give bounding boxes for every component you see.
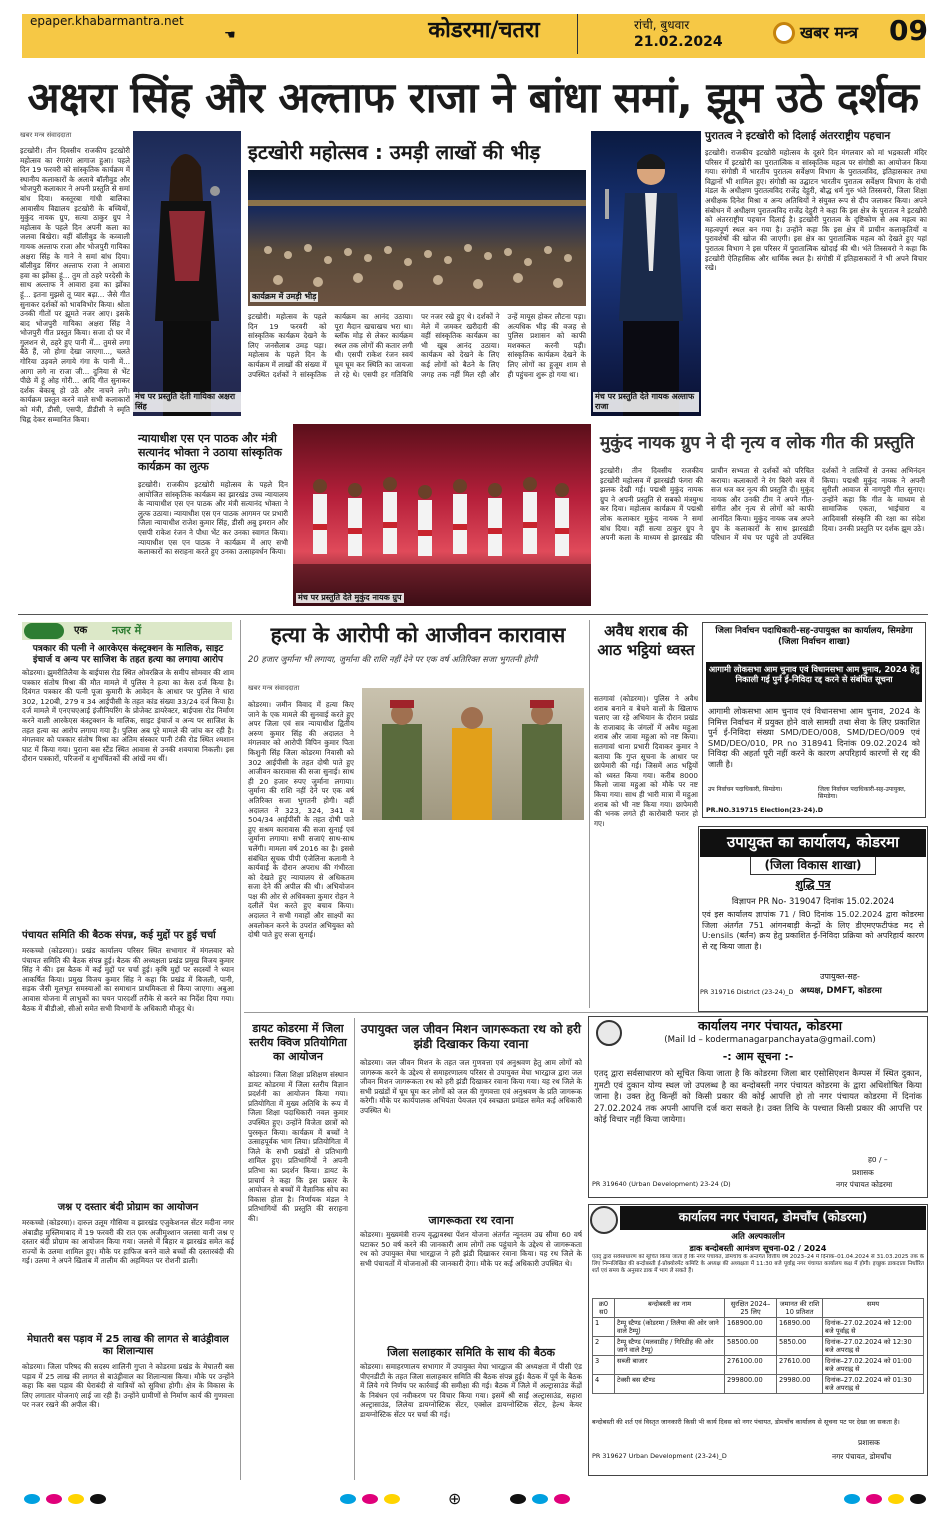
tender-cell: 4 xyxy=(593,1375,615,1394)
tender-cell: 58500.00 xyxy=(725,1337,777,1356)
table-row xyxy=(593,1356,924,1375)
left-story-byline: खबर मन्त्र संवाददाता xyxy=(20,131,72,139)
tender-cell: 299800.00 xyxy=(725,1375,777,1394)
festival-story-body: इटखोरी। महोत्सव के पहले दिन 19 फरवरी को सांस्कृतिक कार्यक्रम देखने के लिए जनसैलाब उमड़ पड़ा। महोत्सव के पहले दिन के कार्यक्रम में लाखों की संख्या में उपस्थित दर्शकों ने सांस्कृतिक कार्यक्रम का आनंद उठाया। पूरा मैदान खचाखच भरा था। ब्लॉक मोड़ से लेकर कार्यक्रम स्थल तक लोगों की कतार लगी थी। एसपी राकेश रंजन स्वयं घूम घूम कर स्थिति का जायजा ले रहे थे। एसपी हर गतिविधि पर नजर रखे हुए थे। दर्शकों ने मेले में जमकर खरीदारी की वहीं सांस्कृतिक कार्यक्रम का भी खूब आनंद उठाया। कार्यक्रम को देखने के लिए कई लोगों को बैठने के लिए जगह तक नहीं मिल रही और उन्हें मायूस होकर लौटना पड़ा। अत्यधिक भीड़ की वजह से पुलिस प्रशासन को काफी मशक्कत करनी पड़ी। सांस्कृतिक कार्यक्रम देखने के लिए लोगों का हुजूम शाम से ही पहुंचना शुरू हो गया था। xyxy=(248,312,586,379)
page-number: 09 xyxy=(889,14,928,47)
singer-figure-icon xyxy=(133,131,241,416)
crowd-photo xyxy=(248,170,586,306)
color-registration-dot xyxy=(866,1494,882,1504)
water-story-body: कोडरमा। जल जीवन मिशन के तहत जल गुणवत्ता एवं अनुश्रवण हेतु आम लोगों को जागरूक करने के उद्देश्य से समाहरणालय परिसर से उपायुक्त मेघा भारद्वाज द्वारा जल जीवन मिशन जागरूकता रथ को हरी झंडी दिखाकर रवाना किया गया। यह रथ जिले के सभी प्रखंडों में घूम घूम कर लोगों को जल की गुणवत्ता एवं अनुश्रवण के प्रति जागरूक करेगी। मौके पर कार्यपालक अभियंता पेयजल एवं स्वच्छता प्रमंडल समेत कई अधिकारी उपस्थित थे। xyxy=(360,1058,582,1115)
color-registration-dot xyxy=(340,1494,356,1504)
color-registration-dot xyxy=(46,1494,62,1504)
tender-cell: दिनांक–27.02.2024 को 12:00 बजे पूर्वाह्न से xyxy=(823,1318,924,1337)
tender-cell: 2 xyxy=(593,1337,615,1356)
tender-cell: 16890.00 xyxy=(777,1318,823,1337)
diet-story-title: डायट कोडरमा में जिला स्तरीय क्विज प्रतियोगिता का आयोजन xyxy=(249,1022,347,1063)
np-domchanch-title: कार्यालय नगर पंचायत, डोमचाँच (कोडरमा) xyxy=(620,1206,926,1230)
masthead-divider xyxy=(577,14,578,54)
issue-date: 21.02.2024 xyxy=(634,34,723,50)
altaf-raja-photo xyxy=(591,131,701,416)
nazar-item-body: कोडरमा। जिला परिषद की सदस्य शालिनी गुप्ता ने कोडरमा प्रखंड के मेघातरी बस पड़ाव में 25 लाख की लागत से बाउंड्रीवाल का शिलान्यास किया। मौके पर उन्होंने कहा कि बस पड़ाव की घेराबंदी से यात्रियों को सुविधा होगी। क्षेत्र के विकास के लिए लगातार योजनाएं लाई जा रही हैं। उन्होंने ग्रामीणों से निर्माण कार्य की गुणवत्ता पर नजर रखने की अपील की। xyxy=(22,1362,234,1410)
np-koderma-body: एतद् द्वारा सर्वसाधारण को सूचित किया जाता है कि कोडरमा जिला बार एसोसिएशन कैम्पस में स्थित दुकान, गुमटी एवं दुकान योग्य स्थल जो उपलब्ध है का बन्दोबस्ती नगर पंचायत कोडरमा के द्वारा अधिशोषित किया जाना है। उक्त हेतु किन्हीं को किसी प्रकार की कोई आपत्ति हो तो नगर पंचायत कोडरमा में दिनांक 27.02.2024 तक अपनी आपत्ति दर्ज करा सकते है। उक्त तिथि के पश्चात किसी प्रकार की आपत्ति पर कोई विचार नहीं किया जायेगा। xyxy=(594,1068,922,1124)
tender-header-cell: बन्दोबस्ती का नाम xyxy=(615,1299,725,1318)
election-notice-office: जिला निर्वाचन पदाधिकारी-सह-उपायुक्त का कार्यालय, सिमडेगा (जिला निर्वाचन शाखा) xyxy=(715,626,913,647)
tender-header-cell: समय xyxy=(823,1299,924,1318)
nazar-item-title: जश्न ए दस्तार बंदी प्रोग्राम का आयोजन xyxy=(57,1202,199,1213)
color-registration-dot xyxy=(532,1494,548,1504)
color-registration-dot xyxy=(888,1494,904,1504)
nazar-item-body: मरकच्चो (कोडरमा)। दारुल उलूम गौसिया व झारखंड एजुकेशनल सेंटर मदीना नगर अंबाडीह मुस्लिमाबाद में 19 फरवरी की रात एक अजीमुश्शान जलसा यानी जश्न ए दस्तार बंदी प्रोग्राम का आयोजन किया गया। जलसे में बिहार व झारखंड समेत कई राज्यों के उलमा शामिल हुए। मौके पर हाफिज बनने वाले बच्चों की दस्तारबंदी की गई। उलमा ने अपने खिताब में तालीम की अहमियत पर रोशनी डाली। xyxy=(22,1218,234,1266)
brand-logo-icon xyxy=(773,22,795,44)
np-domchanch-tag: अति अल्पकालीन xyxy=(731,1232,785,1242)
accused-photo xyxy=(362,688,584,820)
meeting-story-body: कोडरमा। समाहरणालय सभागार में उपायुक्त मेघा भारद्वाज की अध्यक्षता में पीसी एंड पीएनडीटी के तहत जिला सलाहकार समिति की बैठक संपन्न हुई। बैठक में पूर्व के बैठक में लिये गये निर्णय पर कार्रवाई की समीक्षा की गई। बैठक में जिले में अल्ट्रासाउंड केंद्रों के निबंधन एवं नवीकरण पर विचार किया गया। इसमें श्री साईं अल्ट्रासाउंड, सहारा अल्ट्रासाउंड, लिलेया डायग्नोस्टिक सेंटर, एक्सेल डायग्नोस्टिक सेंटर, हेल्थ केयर डायग्नोस्टिक सेंटर पर चर्चा की गई। xyxy=(360,1362,582,1419)
meeting-story-title: जिला सलाहकार समिति के साथ की बैठक xyxy=(387,1346,555,1359)
tender-header-cell: जमानत की राशि 10 प्रतिशत xyxy=(777,1299,823,1318)
akshara-singh-photo xyxy=(133,131,241,416)
nazar-label: नजर में xyxy=(112,624,142,637)
dance-photo xyxy=(293,424,591,606)
table-row xyxy=(593,1318,924,1337)
nazar-badge: एक xyxy=(74,625,88,636)
tender-cell: दिनांक–27.02.2024 को 01:30 बजे अपराह्न से xyxy=(823,1375,924,1394)
heritage-story-title: पुरातत्व ने इटखोरी को दिलाई अंतरराष्ट्रीय पहचान xyxy=(705,130,891,142)
diet-story-body: कोडरमा। जिला शिक्षा प्रशिक्षण संस्थान डायट कोडरमा में जिला स्तरीय विज्ञान प्रदर्शनी का आयोजन किया गया। प्रतियोगिता में मुख्य अतिथि के रूप में जिला शिक्षा पदाधिकारी नवल कुमार उपस्थित हुए। उन्होंने विजेता छात्रों को पुरस्कृत किया। कार्यक्रम में बच्चों ने उत्साहपूर्वक भाग लिया। प्रतियोगिता में जिले के सभी प्रखंडों से प्रतिभागी शामिल हुए। प्रतिभागियों ने अपनी प्रतिभा का प्रदर्शन किया। डायट के प्राचार्य ने कहा कि इस प्रकार के आयोजन से बच्चों में वैज्ञानिक सोच का विकास होता है। निर्णायक मंडल ने प्रतिभागियों की प्रस्तुति की सराहना की। xyxy=(248,1070,348,1223)
tender-header-row xyxy=(593,1299,924,1318)
nazar-item-body: मरकच्चो (कोडरमा)। प्रखंड कार्यालय परिसर स्थित सभागार में मंगलवार को पंचायत समिति की बैठक संपन्न हुई। बैठक की अध्यक्षता प्रखंड प्रमुख विजय कुमार सिंह ने की। इस बैठक में कई मुद्दों पर चर्चा हुई। कृषि मुद्दों पर सदस्यों ने ध्यान आकर्षित किया। प्रमुख विजय कुमार सिंह ने कहा कि प्रखंड में बिजली, पानी, सड़क जैसी मूलभूत समस्याओं का समाधान प्राथमिकता से किया जाएगा। अबुआ आवास योजना में लाभुकों का चयन पारदर्शी तरीके से करने का निर्देश दिया गया। बैठक में बीडीओ, सीओ समेत सभी विभागों के अधिकारी मौजूद थे। xyxy=(22,946,234,1013)
np-koderma-sign: ह0 / – xyxy=(868,1155,888,1164)
nazar-item-title: मेघातरी बस पड़ाव में 25 लाख की लागत से बाउंड्रीवाल का शिलान्यास xyxy=(27,1334,229,1357)
crowd-scene-icon xyxy=(248,170,586,306)
tender-cell: 5850.00 xyxy=(777,1337,823,1356)
np-koderma-heading: -: आम सूचना :- xyxy=(722,1050,794,1063)
dancers-icon xyxy=(293,424,591,606)
tender-table xyxy=(592,1298,924,1394)
np-domchanch-sign-office: नगर पंचायत, डोमचाँच xyxy=(832,1452,892,1461)
water-story-title: उपायुक्त जल जीवन मिशन जागरूकता रथ को हरी झंडी दिखाकर किया रवाना xyxy=(360,1022,581,1051)
np-koderma-mail: (Mail Id – kodermanagarpanchayata@gmail.com) xyxy=(664,1035,876,1045)
np-koderma-sign-title: प्रशासक xyxy=(852,1168,874,1177)
main-headline: अक्षरा सिंह और अल्ताफ राजा ने बांधा समां, झूम उठे दर्शक xyxy=(27,73,919,122)
color-registration-dot xyxy=(384,1494,400,1504)
color-registration-dot xyxy=(90,1494,106,1504)
tender-cell: टैम्पू स्टैण्ड (मलवाडीह / गिरिडीह की ओर जाने वाले टैम्पू) xyxy=(615,1337,725,1356)
tender-cell: टेक्सी बस स्टैण्ड xyxy=(615,1375,725,1394)
election-sign-left: उप निर्वाचन पदाधिकारी, सिमडेगा। xyxy=(708,786,783,793)
dc-sign-role: उपायुक्त-सह- xyxy=(820,972,860,981)
color-registration-dot xyxy=(362,1494,378,1504)
dc-notice-title: उपायुक्त का कार्यालय, कोडरमा xyxy=(700,829,926,857)
mukund-story-body: इटखोरी। तीन दिवसीय राजकीय इटखोरी महोत्सव में झारखंडी फंगरा की झलक देखी गई। पद्मश्री मुकुंद नायक ग्रुप ने अपनी प्रस्तुति से सबको मंत्रमुग्ध कर दिया। महोत्सव कार्यक्रम में पद्मश्री लोक कलाकार मुकुंद नायक ने समां बांध दिया। वहीं सत्या ठाकुर ग्रुप ने अपनी कला के माध्यम से झारखंड की प्राचीन सभ्यता से दर्शकों को परिचित कराया। कलाकारों ने रंग बिरंगे वस्त्र में सज धज कर नृत्य की प्रस्तुति दी। मुकुंद नायक और उनकी टीम ने अपने गीत-संगीत और नृत्य से लोगों को काफी आनंदित किया। मुकुंद नायक जब अपने ग्रुप के कलाकारों के साथ झारखंडी परिधान में मंच पर पहुंचे तो उपस्थित दर्शकों ने तालियों से उनका अभिनंदन किया। पद्मश्री मुकुंद नायक ने अपनी सुरीली आवाज से नागपुरी गीत सुनाए। उन्होंने कहा कि गीत के माध्यम से सामाजिक एकता, भाईचारा व आदिवासी संस्कृति की रक्षा का संदेश दिया। उनकी प्रस्तुति पर दर्शक झूम उठे। xyxy=(600,466,925,543)
rath-story-body: कोडरमा। मुख्यमंत्री राज्य वृद्धावस्था पेंशन योजना अंतर्गत न्यूनतम उम्र सीमा 60 वर्ष घटाकर 50 वर्ष करने की जानकारी आम लोगों तक पहुंचाने के उद्देश्य से जागरूकता रथ को उपायुक्त मेघा भारद्वाज ने हरी झंडी दिखाकर रवाना किया। यह रथ जिले के सभी पंचायतों में योजनाओं की जानकारी देगा। मौके पर कई अधिकारी उपस्थित थे। xyxy=(360,1230,582,1268)
np-domchanch-footer: बन्दोबस्ती की शर्त एवं विस्तृत जानकारी किसी भी कार्य दिवस को नगर पंचायत, डोमचाँच कार्यालय से सूचना पट पर देखा जा सकता है। xyxy=(592,1418,900,1426)
election-notice-body: आगामी लोकसभा आम चुनाव एवं विधानसभा आम चुनाव, 2024 के निमित्त निर्वाचन में प्रयुक्त होने वाले सामग्री तथा सेवा के लिए प्रकाशित पुर्न ई-निविदा संख्या SMD/DEO/008, SMD/DEO/009 एवं SMD/DEO/010, PR no 318941 दिनांक 09.02.2024 को निविदा की अहर्ता पूरी नहीं करने के कारण अपरिहार्य कारणों से रद्द की जाती है। xyxy=(708,706,920,769)
np-domchanch-ref: डाक बन्दोबस्ती आमंत्रण सूचना-02 / 2024 xyxy=(689,1243,827,1253)
tender-cell: 168900.00 xyxy=(725,1318,777,1337)
table-row xyxy=(593,1337,924,1356)
heritage-story-body: इटखोरी। राजकीय इटखोरी महोत्सव के दूसरे दिन मंगलवार को मां भद्रकाली मंदिर परिसर में इटखोरी का पुरातात्विक व सांस्कृतिक महत्व पर संगोष्ठी का आयोजन किया गया। संगोष्ठी में भारतीय पुरातत्व सर्वेक्षण विभाग के पुरातत्वविद, इतिहासकार तथा विद्वानों भी शामिल हुए। संगोष्ठी का उद्घाटन भारतीय पुरातत्व सर्वेक्षण विभाग के रांची मंडल के अधीक्षण पुरातत्वविद राजेंद्र देहुरी, बौद्ध धर्म गुरु भंते तिस्सवरो, जिला शिक्षा अधीक्षक दिनेश मिश्रा व अन्य अतिथियों ने संयुक्त रूप से दीप जलाकर किया। अपने संबोधन में अधीक्षण पुरातत्वविद राजेंद्र देहुरी ने कहा कि इस क्षेत्र के पुरातत्व ने इटखोरी को अंतरराष्ट्रीय पहचान दिलाई है। इटखोरी पुरातत्व के दृष्टिकोण से अब महत्व का महत्वपूर्ण स्थल बन गया है। उन्होंने कहा कि इस क्षेत्र में प्राचीन कलाकृतियों व पुरावशेषों की खोज की जाएगी। इस क्षेत्र का पुरातात्विक महत्व को देखते हुए यहां पुरातत्व विभाग ने इस परिसर में पुरातात्विक खोदाई की थी। भंते तिस्सवरो ने कहा कि इटखोरी ऐतिहासिक और धार्मिक स्थल है। संगोष्ठी में इतिहासकारों ने भी अपने विचार रखे। xyxy=(705,148,927,273)
murder-story-subtitle: 20 हजार जुर्माना भी लगाया, जुर्माना की राशि नहीं देने पर एक वर्ष अतिरिक्त सजा भुगतनी होगी xyxy=(248,654,538,664)
dance-photo-caption: मंच पर प्रस्तुति देते मुकुंद नायक ग्रुप xyxy=(298,593,402,602)
brand-name: खबर मन्त्र xyxy=(800,23,858,42)
altaf-photo-caption: मंच पर प्रस्तुति देते गायक अल्ताफ राजा xyxy=(593,392,699,412)
color-registration-dot xyxy=(910,1494,926,1504)
np-koderma-title: कार्यालय नगर पंचायत, कोडरमा xyxy=(698,1018,842,1033)
tender-cell: 3 xyxy=(593,1356,615,1375)
liquor-story-body: सतगावां (कोडरमा)। पुलिस ने अवैध शराब बनाने व बेचने वालों के खिलाफ चलाए जा रहे अभियान के दौरान प्रखंड के राजाबाद के जंगलों में अवैध महुआ शराब और जावा महुआ को नष्ट किया। सतगावां थाना प्रभारी दिवाकर कुमार ने बताया कि गुप्त सूचना के आधार पर छापेमारी की गई। जिसमें आठ भट्ठियों को ध्वस्त किया गया। करीब 8000 किलो जावा महुआ को मौके पर नष्ट किया गया। साथ ही भारी मात्रा में महुआ शराब को भी नष्ट किया गया। छापेमारी की भनक लगते ही कारोबारी फरार हो गए। xyxy=(594,694,698,828)
color-registration-dot xyxy=(24,1494,40,1504)
tender-cell: 1 xyxy=(593,1318,615,1337)
tender-cell: दिनांक–27.02.2024 को 12:30 बजे अपराह्न से xyxy=(823,1337,924,1356)
tender-cell: दिनांक–27.02.2024 को 01:00 बजे अपराह्न से xyxy=(823,1356,924,1375)
tender-cell: सब्जी बाजार xyxy=(615,1356,725,1375)
nazar-item-title: पत्रकार की पत्नी ने आरकेएस कंस्ट्रक्शन के मालिक, साइट इंचार्ज व अन्य पर साजिश के तहत हत्या का लगाया आरोप xyxy=(32,644,224,665)
dc-notice-body: एवं इस कार्यालय ज्ञापांक 71 / वि0 दिनांक 15.02.2024 द्वारा कोडरमा जिला अंतर्गत 751 आंगनबाड़ी केन्द्रों के लिए डीएमएफटीफंड मद से U:ensils (बर्तन) क्रय हेतु प्रकाशित ई-निविदा प्रक्रिया को अपरिहार्य कारण से रद्द किया जाता है। xyxy=(702,910,924,951)
site-url[interactable]: epaper.khabarmantra.net xyxy=(30,14,184,28)
np-domchanch-sign-title: प्रशासक xyxy=(858,1438,880,1447)
color-registration-dot xyxy=(844,1494,860,1504)
dc-pr-number: PR 319716 District (23-24)_D xyxy=(700,988,794,996)
murder-story-body: कोडरमा। जमीन विवाद में हत्या किए जाने के एक मामले की सुनवाई करते हुए अपर जिला एवं सत्र न्यायाधीश द्वितीय अरुण कुमार सिंह की अदालत ने मंगलवार को आरोपी विपिन कुमार पिता किशुनी सिंह जिला कोडरमा निवासी को 302 आईपीसी के तहत दोषी पाते हुए आजीवन कारावास की सजा सुनाई। साथ ही 20 हजार रुपए जुर्माना लगाया। जुर्माना की राशि नहीं देने पर एक वर्ष अतिरिक्त सजा भुगतनी होगी। वहीं अदालत ने 323, 324, 341 व 504/34 आईपीसी के तहत दोषी पाते हुए सश्रम कारावास की सजा सुनाई एवं जुर्माना लगाया। सभी सजाएं साथ-साथ चलेंगी। मामला वर्ष 2016 का है। इससे संबंधित सूचक पीपी एंजेलिना कलानी ने कार्यवाई के दौरान अपराध की गंभीरता को देखते हुए न्यायालय से अधिकतम सजा देने की अपील की थी। अभियोजन पक्ष की ओर से अधिवक्ता कुमार रोहन ने दलीलें पेश करते हुए बचाव किया। अदालत ने सभी गवाहों और साक्ष्यों का अवलोकन करने के उपरांत अभियुक्त को दोषी पाते हुए सजा सुनाई। xyxy=(248,700,354,940)
tender-cell: 276100.00 xyxy=(725,1356,777,1375)
dc-notice-subtitle: (जिला विकास शाखा) xyxy=(750,857,876,875)
male-singer-icon xyxy=(591,131,701,416)
police-accused-icon xyxy=(362,688,584,820)
tender-header-cell: क्र0 स0 xyxy=(593,1299,615,1318)
color-registration-dot xyxy=(554,1494,570,1504)
election-notice-bar: आगामी लोकसभा आम चुनाव एवं विधानसभा आम चुनाव, 2024 हेतु निकाली गई पुर्न ई-निविदा रद्द करने से संबंधित सूचना xyxy=(706,662,922,702)
liquor-story-title: अवैध शराब की आठ भट्ठियां ध्वस्त xyxy=(597,622,695,659)
tender-cell: टैम्पू स्टैण्ड (कोडरमा / तिलैया की ओर जाने वाले टैम्पू) xyxy=(615,1318,725,1337)
festival-story-title: इटखोरी महोत्सव : उमड़ी लाखों की भीड़ xyxy=(248,140,541,164)
rath-story-title: जागरूकता रथ रवाना xyxy=(428,1214,514,1227)
domchanch-emblem-icon xyxy=(590,1206,618,1234)
akshara-photo-caption: मंच पर प्रस्तुति देती गायिका अक्षरा सिंह xyxy=(133,392,241,412)
mukund-story-title: मुकुंद नायक ग्रुप ने दी नृत्य व लोक गीत की प्रस्तुति xyxy=(600,433,915,453)
hand-cursor-icon: ☚ xyxy=(224,28,236,43)
np-koderma-sign-office: नगर पंचायत कोडरमा xyxy=(836,1180,893,1189)
election-pr-number: PR.NO.319715 Election(23-24).D xyxy=(706,806,824,814)
left-story-body: इटखोरी। तीन दिवसीय राजकीय इटखोरी महोत्सव का रंगारंग आगाज हुआ। पहले दिन 19 फरवरी को सांस्कृतिक कार्यक्रम में स्थानीय कलाकारों के अलावे बॉलीवुड और भोजपुरी कलाकार ने अपनी प्रस्तुति से समां बांध दिया। कस्तूरबा गांधी बालिका आवासीय विद्यालय इटखोरी के बच्चियों, मुकुंद नायक ग्रुप, सत्या ठाकुर ग्रुप ने महोत्सव के पहले दिन अपनी कला का जलवा बिखेरा। वहीं बॉलीवुड के कव्वाली गायक अल्ताफ राजा और भोजपुरी गायिका अक्षरा सिंह के गाने ने समां बांध दिया। बॉलीवुड सिंगर अल्ताफ राजा ने आवारा हवा का झोंका हूं... तुम तो ठहरे परदेसी के साथ अल्ताफ ने आवारा हवा का झोंका हूं... इतना मुझसे तू प्यार बढ़ा... जैसे गीत सुनाकर दर्शकों को भावविभोर किया। श्रोता उनकी गीतों पर झूमते नजर आए। इसके बाद भोजपुरी गायिका अक्षरा सिंह ने भोजपुरी गीत प्रस्तुत किया। सजा दो घर में गुलशन से, ठहरे हुए पानी में... तुमसे लगा बैठे हैं, जो होगा देखा जाएगा..., चलते गोरिया उड़वले लगाये गंगा के पानी में... आगा लगे ना राजा जी... दुनिया से भेंट पीछे में हूं ओह गोरी... आदि गीत सुनाकर दर्शक बेकाबू हो उठे और नाचने लगे। कार्यक्रम प्रस्तुत करने वाले सभी कलाकारों को मंत्री, डीसी, एसपी, डीडीसी ने स्मृति चिह्न देकर सम्मानित किया। xyxy=(20,146,130,424)
section-title: कोडरमा/चतरा xyxy=(428,18,540,43)
dc-notice-ref: विज्ञापन PR No- 319047 दिनांक 15.02.2024 xyxy=(731,896,895,906)
justice-story-title: न्यायाधीश एस एन पाठक और मंत्री सत्यानंद भोक्ता ने उठाया सांस्कृतिक कार्यक्रम का लुत्फ xyxy=(138,432,282,473)
crowd-photo-caption: कार्यक्रम में उमड़ी भीड़ xyxy=(252,292,317,301)
murder-story-byline: खबर मन्त्र संवाददाता xyxy=(248,684,300,692)
dc-sign-title: अध्यक्ष, DMFT, कोडरमा xyxy=(800,985,882,995)
tender-cell: 29980.00 xyxy=(777,1375,823,1394)
np-domchanch-intro: एतद् द्वारा सर्वसाधारण को सूचित किया जाता है कि नगर पंचायत, डोमचाँच के अन्तर्गत वित्तीय वर्ष 2023–24 में दिनांक–01.04.2024 से 31.03.2025 तक के लिए निम्नलिखित की बन्दोबस्ती ई-प्रोक्योरमेंट कमिटि के अध्यक्ष की अध्यक्षता में 11:30 बजे पूर्वाह्न नगर पंचायत कार्यालय कक्ष में होगी। इच्छुक डाकदाता निर्धारित शर्त एवं समय के अनुसार डाक में भाग ले सकते हैं। xyxy=(592,1254,924,1274)
np-domchanch-pr: PR 319627 Urban Development (23-24)_D xyxy=(592,1452,727,1460)
murder-story-body-continued xyxy=(362,826,584,996)
nazar-item-title: पंचायत समिति की बैठक संपन्न, कई मुद्दों पर हुई चर्चा xyxy=(22,930,216,941)
nazar-item-body: कोडरमा। झुमरीतिलैया के बाईपास रोड स्थित ओवरब्रिज के समीप सोमवार की शाम पत्रकार संतोष मिश्रा की मौत मामले में पुलिस ने हत्या का केस दर्ज किया है। दिवंगत पत्रकार की पत्नी पूजा कुमारी के आवेदन के आधार पर पुलिस ने धारा 302, 120बी, 279 व 34 आईपीसी के तहत कांड संख्या 33/24 दर्ज किया है। दर्ज मामले में एनएचएआई इंजीनियरिंग के प्रोजेक्ट डायरेक्टर, बाईपास रोड निर्माण करने वाली आरकेएस कंस्ट्रक्शन के मालिक, साइट इंचार्ज व अन्य पर साजिश के तहत हत्या का आरोप लगाया गया है। पुलिस अब पूरे मामले की जांच कर रही है। मंगलवार को पत्रकार संतोष मिश्रा का अंतिम संस्कार पानी टंकी रोड स्थित श्मशान घाट में किया गया। पुराना बस स्टैंड स्थित आवास से उनकी शवयात्रा निकली। इस दौरान पत्रकारों, परिजनों व शुभचिंतकों की आंखें नम थीं। xyxy=(22,668,234,764)
election-sign-right: जिला निर्वाचन पदाधिकारी-सह-उपायुक्त, सिमडेगा। xyxy=(818,786,906,800)
tender-cell: 27610.00 xyxy=(777,1356,823,1375)
table-row xyxy=(593,1375,924,1394)
murder-story-title: हत्या के आरोपी को आजीवन कारावास xyxy=(270,623,566,647)
justice-story-body: इटखोरी। राजकीय इटखोरी महोत्सव के पहले दिन आयोजित सांस्कृतिक कार्यक्रम का झारखंड उच्च न्यायालय के न्यायाधीश एस एन पाठक और मंत्री सत्यानंद भोक्ता ने लुत्फ उठाया। न्यायाधीश एस एन पाठक आगमन पर प्रभारी जिला न्यायाधीश राजेश कुमार सिंह, डीसी अबु इमरान और एसपी राकेश रंजन ने पौधा भेंट कर उनका स्वागत किया। न्यायाधीश एस एन पाठक ने कार्यक्रम में आए सभी कलाकारों का सराहना करते हुए उनका उत्साहवर्धन किया। xyxy=(138,480,288,557)
nazar-globe-icon xyxy=(24,623,64,639)
tender-header-cell: सुरक्षित 2024–25 लिए xyxy=(725,1299,777,1318)
color-registration-dot xyxy=(510,1494,526,1504)
np-koderma-pr: PR 319640 (Urban Development) 23-24 (D) xyxy=(592,1180,731,1188)
govt-emblem-icon xyxy=(596,1020,622,1046)
dc-notice-shuddhi: शुद्धि पत्र xyxy=(795,878,831,891)
city-day: रांची, बुधवार xyxy=(634,18,690,32)
color-registration-dot xyxy=(68,1494,84,1504)
crosshair-register-icon: ⊕ xyxy=(448,1489,462,1508)
